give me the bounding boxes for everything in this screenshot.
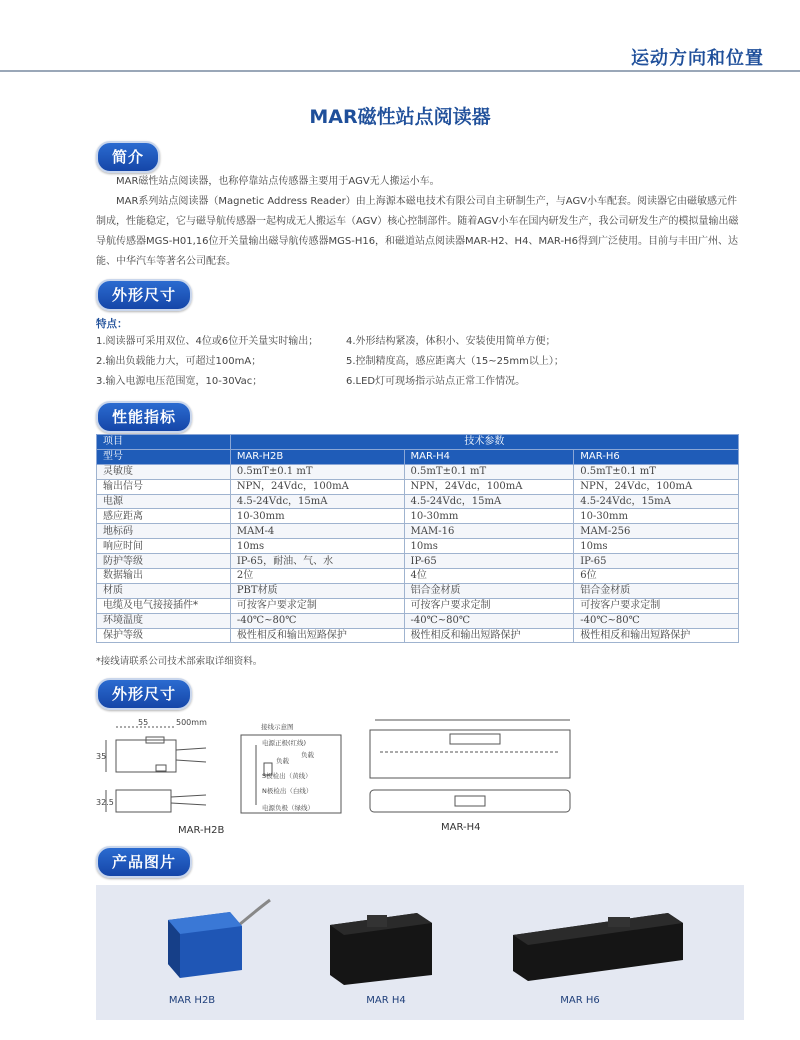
h4-top-body: [370, 730, 570, 778]
table-cell: 铝合金材质: [404, 583, 574, 598]
product-caption: MAR H6: [560, 995, 600, 1006]
header-divider: [0, 70, 800, 72]
h4-side-body: [370, 790, 570, 812]
table-cell: IP-65: [404, 554, 574, 569]
dim-label: 55: [138, 718, 149, 727]
table-cell: 材质: [97, 583, 231, 598]
table-cell: -40℃~80℃: [574, 613, 739, 628]
wiring-title: 接线示意图: [261, 723, 294, 731]
h2b-dimension-drawing: [96, 715, 366, 830]
product-image-h6: [508, 905, 688, 985]
dim-label: 32.5: [96, 798, 114, 807]
table-cell: 感应距离: [97, 509, 231, 524]
table-row: [97, 524, 739, 539]
wiring-label: S极检出（黄线）: [262, 772, 312, 780]
dim-label: 500mm: [176, 718, 207, 727]
product-image-h2b: [150, 890, 290, 985]
table-cell: 0.5mT±0.1 mT: [574, 464, 739, 479]
table-cell: 4位: [404, 569, 574, 584]
feature-item: 5.控制精度高，感应距离大（15~25mm以上）；: [346, 356, 564, 367]
table-cell: 极性相反和输出短路保护: [574, 628, 739, 643]
features-title: 特点：: [96, 318, 128, 330]
table-cell: MAM-16: [404, 524, 574, 539]
section-pill-dimensions: 外形尺寸: [96, 678, 192, 710]
section-pill-intro: 简介: [96, 141, 160, 173]
table-footnote: *接线请联系公司技术部索取详细资料。: [96, 656, 263, 667]
intro-text: [96, 172, 746, 272]
table-cell: NPN，24Vdc，100mA: [230, 479, 404, 494]
wiring-label: N极检出（白线）: [262, 787, 313, 795]
table-header-row: [97, 449, 739, 464]
table-cell: 可按客户要求定制: [574, 598, 739, 613]
table-cell: -40℃~80℃: [404, 613, 574, 628]
page-title: MAR磁性站点阅读器: [309, 106, 491, 128]
drawing-caption-h2b: MAR-H2B: [178, 825, 225, 836]
table-cell: 极性相反和输出短路保护: [404, 628, 574, 643]
table-cell: 10ms: [404, 539, 574, 554]
wiring-label: 电源正极(红线): [262, 739, 307, 747]
section-header-title: 运动方向和位置: [631, 48, 764, 69]
table-cell: 0.5mT±0.1 mT: [230, 464, 404, 479]
wiring-label: 负载: [276, 757, 289, 765]
feature-item: 2.输出负载能力大，可超过100mA；: [96, 356, 262, 367]
table-cell: PBT材质: [230, 583, 404, 598]
table-cell: 10ms: [230, 539, 404, 554]
section-pill-photos: 产品图片: [96, 846, 192, 878]
table-row: [97, 494, 739, 509]
table-row: [97, 554, 739, 569]
table-cell: 10-30mm: [404, 509, 574, 524]
table-cell: 2位: [230, 569, 404, 584]
h2b-top-body: [116, 740, 176, 772]
table-cell: IP-65，耐油、气、水: [230, 554, 404, 569]
table-cell: 地标码: [97, 524, 231, 539]
table-cell: 灵敏度: [97, 464, 231, 479]
table-cell: 极性相反和输出短路保护: [230, 628, 404, 643]
table-cell: NPN，24Vdc，100mA: [574, 479, 739, 494]
table-cell: 输出信号: [97, 479, 231, 494]
wiring-label: 电源负极（绿线）: [262, 804, 314, 812]
intro-paragraph-2: MAR系列站点阅读器（Magnetic Address Reader）由上海源本磁电技术有限公司自主研制生产，与AGV小车配套。阅读器它由磁敏感元件制成，性能稳定，它与磁导航传感器一起构成无人搬运车（AGV）核心控制部件。随着AGV小车在国内研发生产，我公司研发生产的模拟量输出磁导航传感器MGS-H01,16位开关量输出磁导航传感器MGS-H16，和磁道站点阅读器MAR-H2、H4、MAR-H6得到广泛使用。目前与丰田广州、达能、中华汽车等著名公司配套。: [96, 196, 739, 267]
feature-item: 4.外形结构紧凑，体积小、安装使用简单方便；: [346, 336, 556, 347]
table-cell: 保护等级: [97, 628, 231, 643]
feature-item: 1.阅读器可采用双位、4位或6位开关量实时输出；: [96, 336, 319, 347]
table-header-row: [97, 435, 739, 450]
wiring-label: 负载: [301, 751, 314, 759]
table-cell: MAM-4: [230, 524, 404, 539]
drawing-caption-h4: MAR-H4: [441, 822, 481, 833]
table-cell: 10ms: [574, 539, 739, 554]
table-header-cell: MAR-H2B: [230, 449, 404, 464]
intro-paragraph-1: MAR磁性站点阅读器，也称停靠站点传感器主要用于AGV无人搬运小车。: [116, 176, 440, 187]
table-cell: 0.5mT±0.1 mT: [404, 464, 574, 479]
table-cell: 电缆及电气接接插件*: [97, 598, 231, 613]
table-cell: IP-65: [574, 554, 739, 569]
table-row: [97, 479, 739, 494]
table-cell: -40℃~80℃: [230, 613, 404, 628]
h4-dimension-drawing: [355, 712, 595, 822]
table-header-cell: MAR-H6: [574, 449, 739, 464]
table-cell: 响应时间: [97, 539, 231, 554]
table-row: [97, 613, 739, 628]
feature-item: 6.LED灯可现场指示站点正常工作情况。: [346, 376, 526, 387]
table-cell: 4.5-24Vdc，15mA: [574, 494, 739, 509]
table-cell: 4.5-24Vdc，15mA: [230, 494, 404, 509]
table-cell: MAM-256: [574, 524, 739, 539]
table-cell: 铝合金材质: [574, 583, 739, 598]
table-cell: 可按客户要求定制: [230, 598, 404, 613]
table-cell: 防护等级: [97, 554, 231, 569]
table-row: [97, 598, 739, 613]
table-cell: 10-30mm: [574, 509, 739, 524]
table-header-cell: 型号: [97, 449, 231, 464]
table-row: [97, 569, 739, 584]
table-cell: NPN，24Vdc，100mA: [404, 479, 574, 494]
features-right-list: [346, 332, 564, 392]
table-row: [97, 509, 739, 524]
feature-item: 3.输入电源电压范围宽，10-30Vac；: [96, 376, 263, 387]
table-row: [97, 583, 739, 598]
product-image-h4: [322, 895, 442, 990]
product-caption: MAR H2B: [168, 995, 216, 1006]
table-cell: 10-30mm: [230, 509, 404, 524]
table-cell: 数据输出: [97, 569, 231, 584]
table-row: [97, 539, 739, 554]
table-header-cell: MAR-H4: [404, 449, 574, 464]
table-header-cell: 项目: [97, 435, 231, 450]
table-cell: 电源: [97, 494, 231, 509]
product-caption: MAR H4: [366, 995, 406, 1006]
table-cell: 4.5-24Vdc，15mA: [404, 494, 574, 509]
table-header-cell: 技术参数: [230, 435, 738, 450]
table-cell: 6位: [574, 569, 739, 584]
table-row: [97, 464, 739, 479]
table-cell: 可按客户要求定制: [404, 598, 574, 613]
section-pill-performance: 性能指标: [96, 401, 192, 433]
section-pill-features: 外形尺寸: [96, 279, 192, 311]
table-cell: 环境温度: [97, 613, 231, 628]
table-row: [97, 628, 739, 643]
features-left-list: [96, 332, 318, 392]
dim-label: 35: [96, 752, 107, 761]
spec-table: [96, 434, 739, 643]
h2b-side-body: [116, 790, 171, 812]
